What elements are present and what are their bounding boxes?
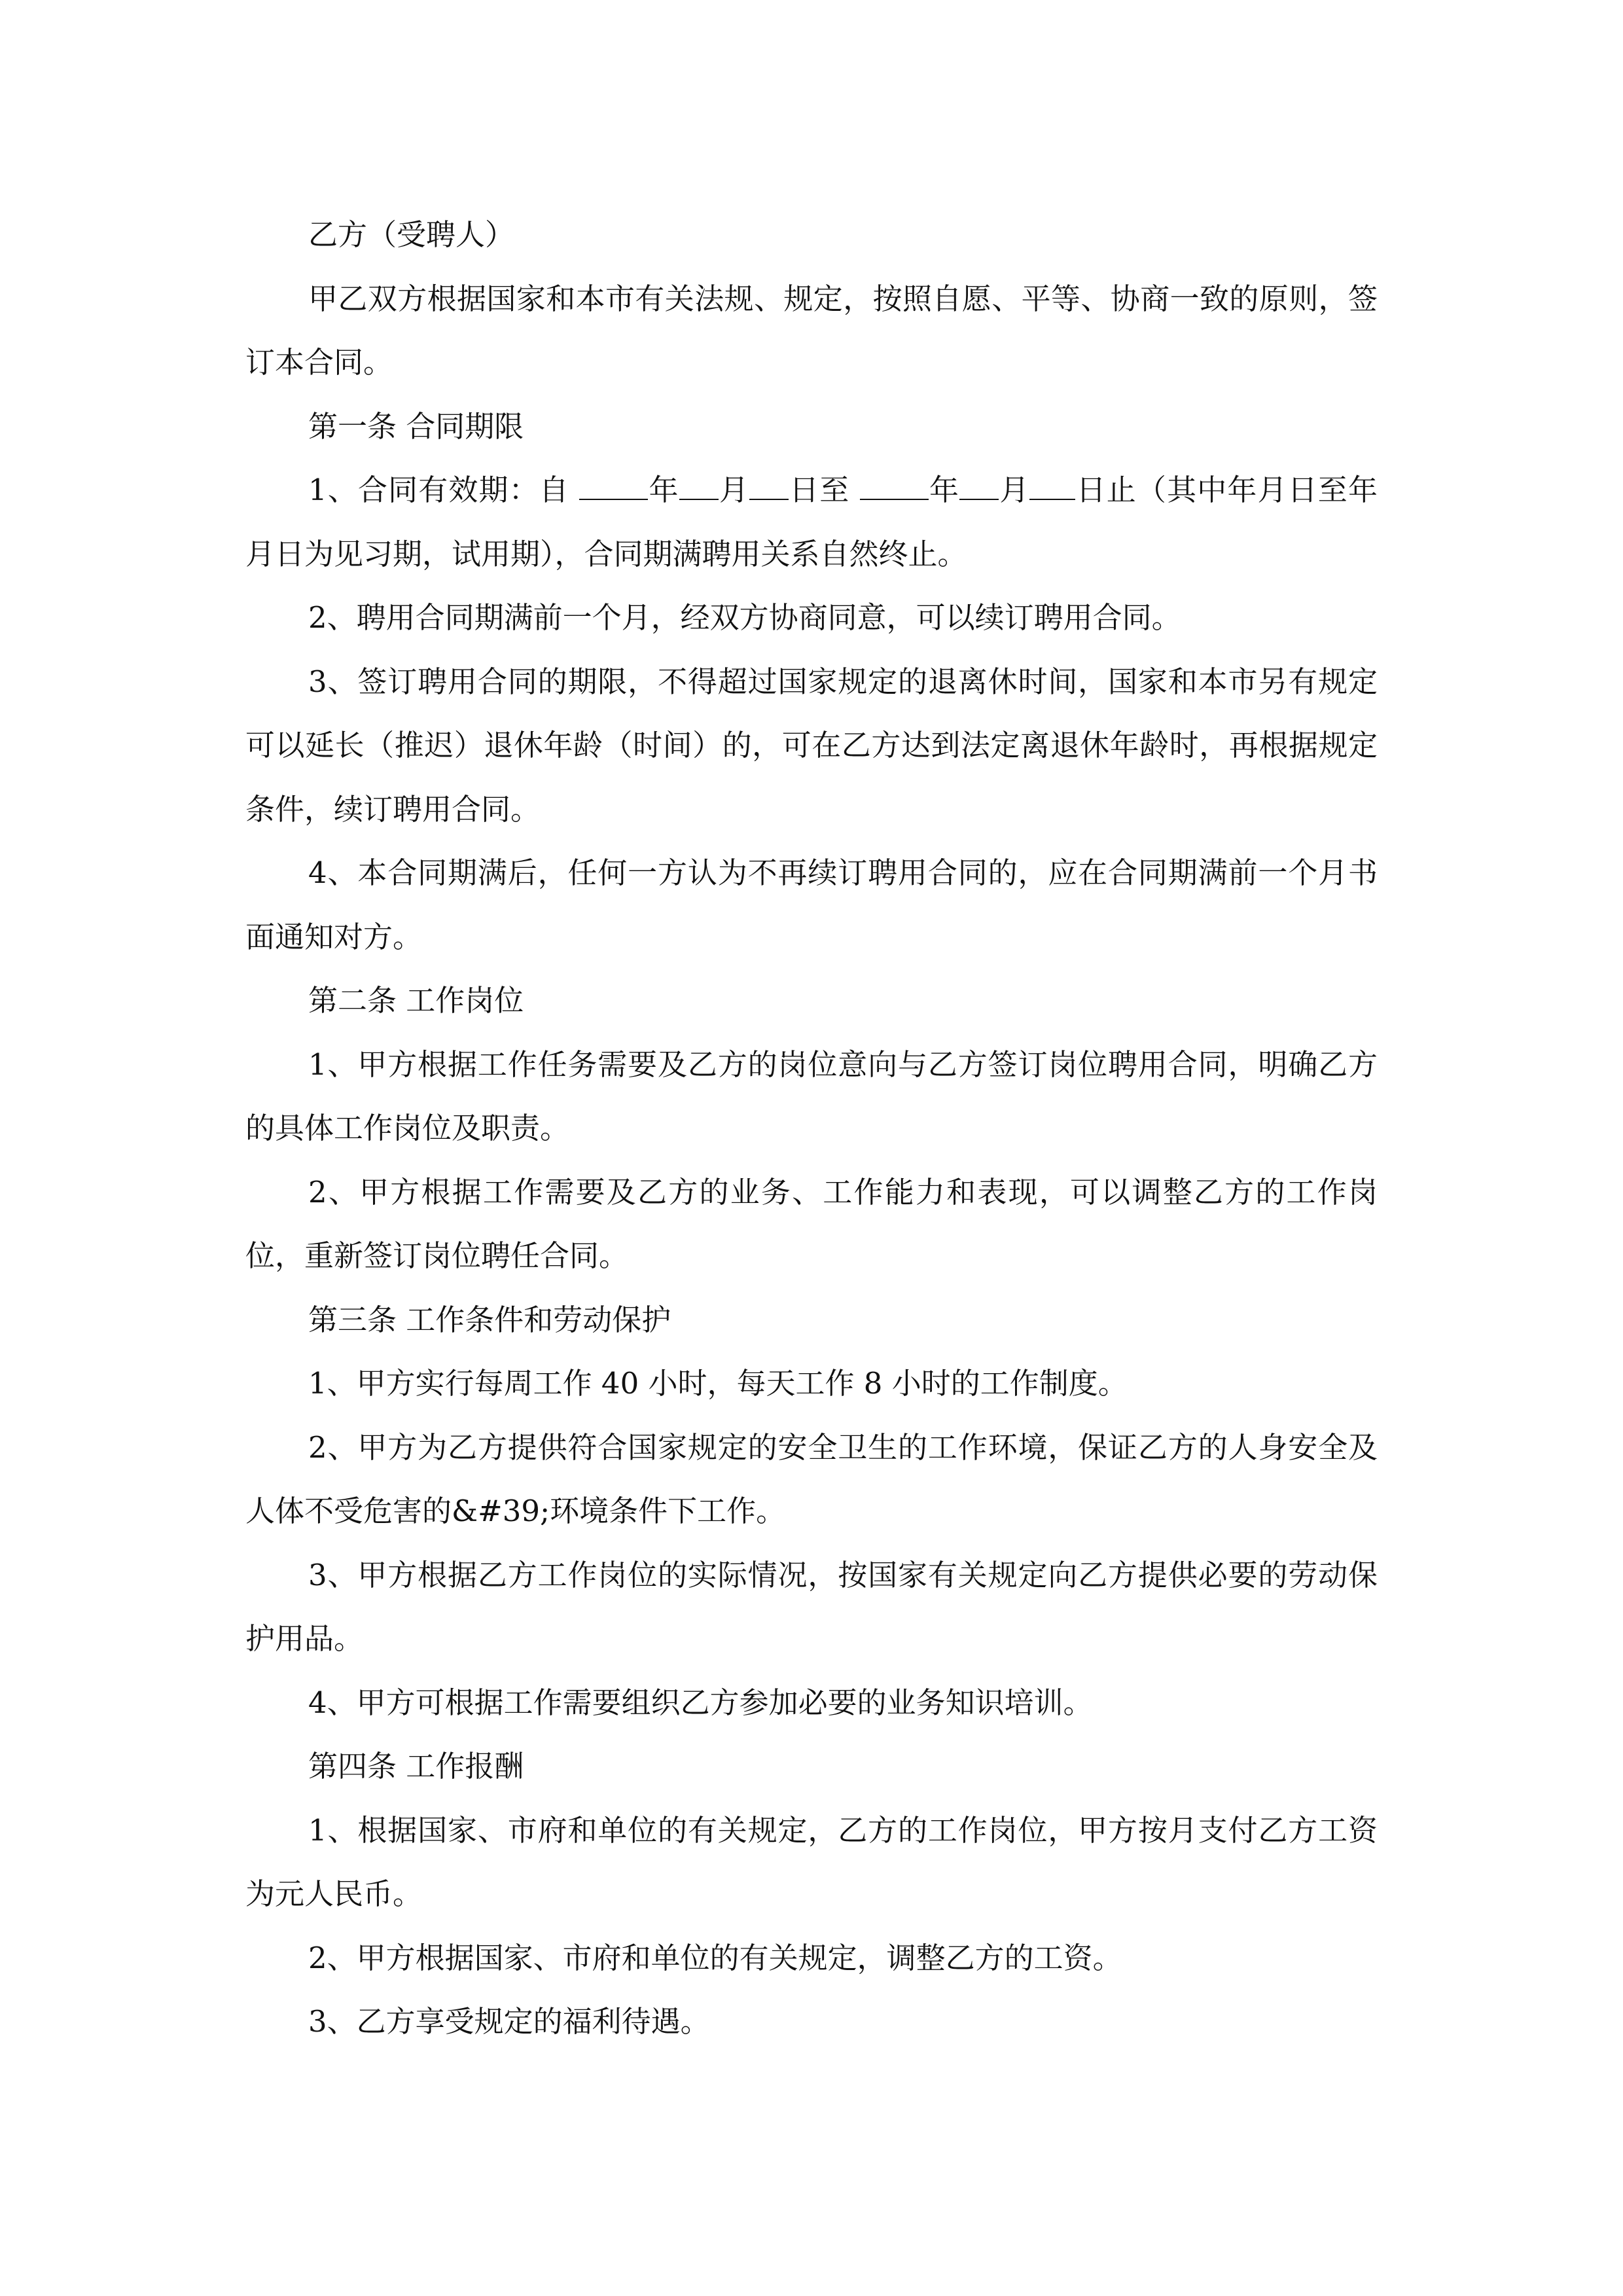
party-b-heading: 乙方（受聘人）	[308, 217, 515, 252]
end-day-blank[interactable]	[1029, 469, 1075, 500]
article-1-clause-2: 2、聘用合同期满前一个月，经双方协商同意，可以续订聘用合同。	[308, 600, 1181, 635]
article-1-clause-4: 4、本合同期满后，任何一方认为不再续订聘用合同的，应在合同期满前一个月书面通知对方。	[245, 855, 1378, 954]
clause-1-month-label: 月	[718, 473, 749, 507]
start-month-blank[interactable]	[679, 469, 719, 500]
article-3-heading: 第三条 工作条件和劳动保护	[308, 1302, 671, 1337]
end-year-blank[interactable]	[860, 469, 929, 500]
document-body	[245, 203, 1378, 2054]
clause-1-day-label: 日至	[789, 473, 860, 507]
article-3-clause-2: 2、甲方为乙方提供符合国家规定的安全卫生的工作环境，保证乙方的人身安全及人体不受危害的&#39;环境条件下工作。	[245, 1429, 1378, 1528]
article-1-clause-1	[245, 458, 1378, 586]
article-3-clause-3: 3、甲方根据乙方工作岗位的实际情况，按国家有关规定向乙方提供必要的劳动保护用品。	[245, 1557, 1378, 1656]
article-1-clause-3: 3、签订聘用合同的期限，不得超过国家规定的退离休时间，国家和本市另有规定可以延长（推迟）退休年龄（时间）的，可在乙方达到法定离退休年龄时，再根据规定条件，续订聘用合同。	[245, 664, 1378, 827]
end-month-blank[interactable]	[959, 469, 999, 500]
article-4-heading: 第四条 工作报酬	[308, 1749, 524, 1784]
article-4-clause-3: 3、乙方享受规定的福利待遇。	[308, 2004, 710, 2039]
article-3-clause-4: 4、甲方可根据工作需要组织乙方参加必要的业务知识培训。	[308, 1685, 1093, 1720]
article-4-clause-2: 2、甲方根据国家、市府和单位的有关规定，调整乙方的工资。	[308, 1940, 1122, 1975]
clause-1-prefix: 1、合同有效期：自	[308, 473, 580, 507]
preamble-paragraph: 甲乙双方根据国家和本市有关法规、规定，按照自愿、平等、协商一致的原则，签订本合同。	[245, 281, 1378, 380]
article-2-heading: 第二条 工作岗位	[308, 983, 524, 1018]
clause-1-tail: 日止（其中年月日至年月日为见习期，试用期），合同期满聘用关系自然终止。	[245, 473, 1378, 571]
start-day-blank[interactable]	[749, 469, 789, 500]
clause-1-end-month-label: 月	[999, 473, 1030, 507]
article-3-clause-1: 1、甲方实行每周工作 40 小时，每天工作 8 小时的工作制度。	[308, 1366, 1128, 1401]
start-year-blank[interactable]	[579, 469, 648, 500]
article-1-heading: 第一条 合同期限	[308, 408, 524, 444]
clause-1-end-year-label: 年	[928, 473, 960, 507]
article-4-clause-1: 1、根据国家、市府和单位的有关规定，乙方的工作岗位，甲方按月支付乙方工资为元人民币。	[245, 1812, 1378, 1911]
clause-1-year-label: 年	[648, 473, 679, 507]
article-2-clause-2: 2、甲方根据工作需要及乙方的业务、工作能力和表现，可以调整乙方的工作岗位，重新签订岗位聘任合同。	[245, 1174, 1378, 1273]
article-2-clause-1: 1、甲方根据工作任务需要及乙方的岗位意向与乙方签订岗位聘用合同，明确乙方的具体工作岗位及职责。	[245, 1047, 1378, 1145]
